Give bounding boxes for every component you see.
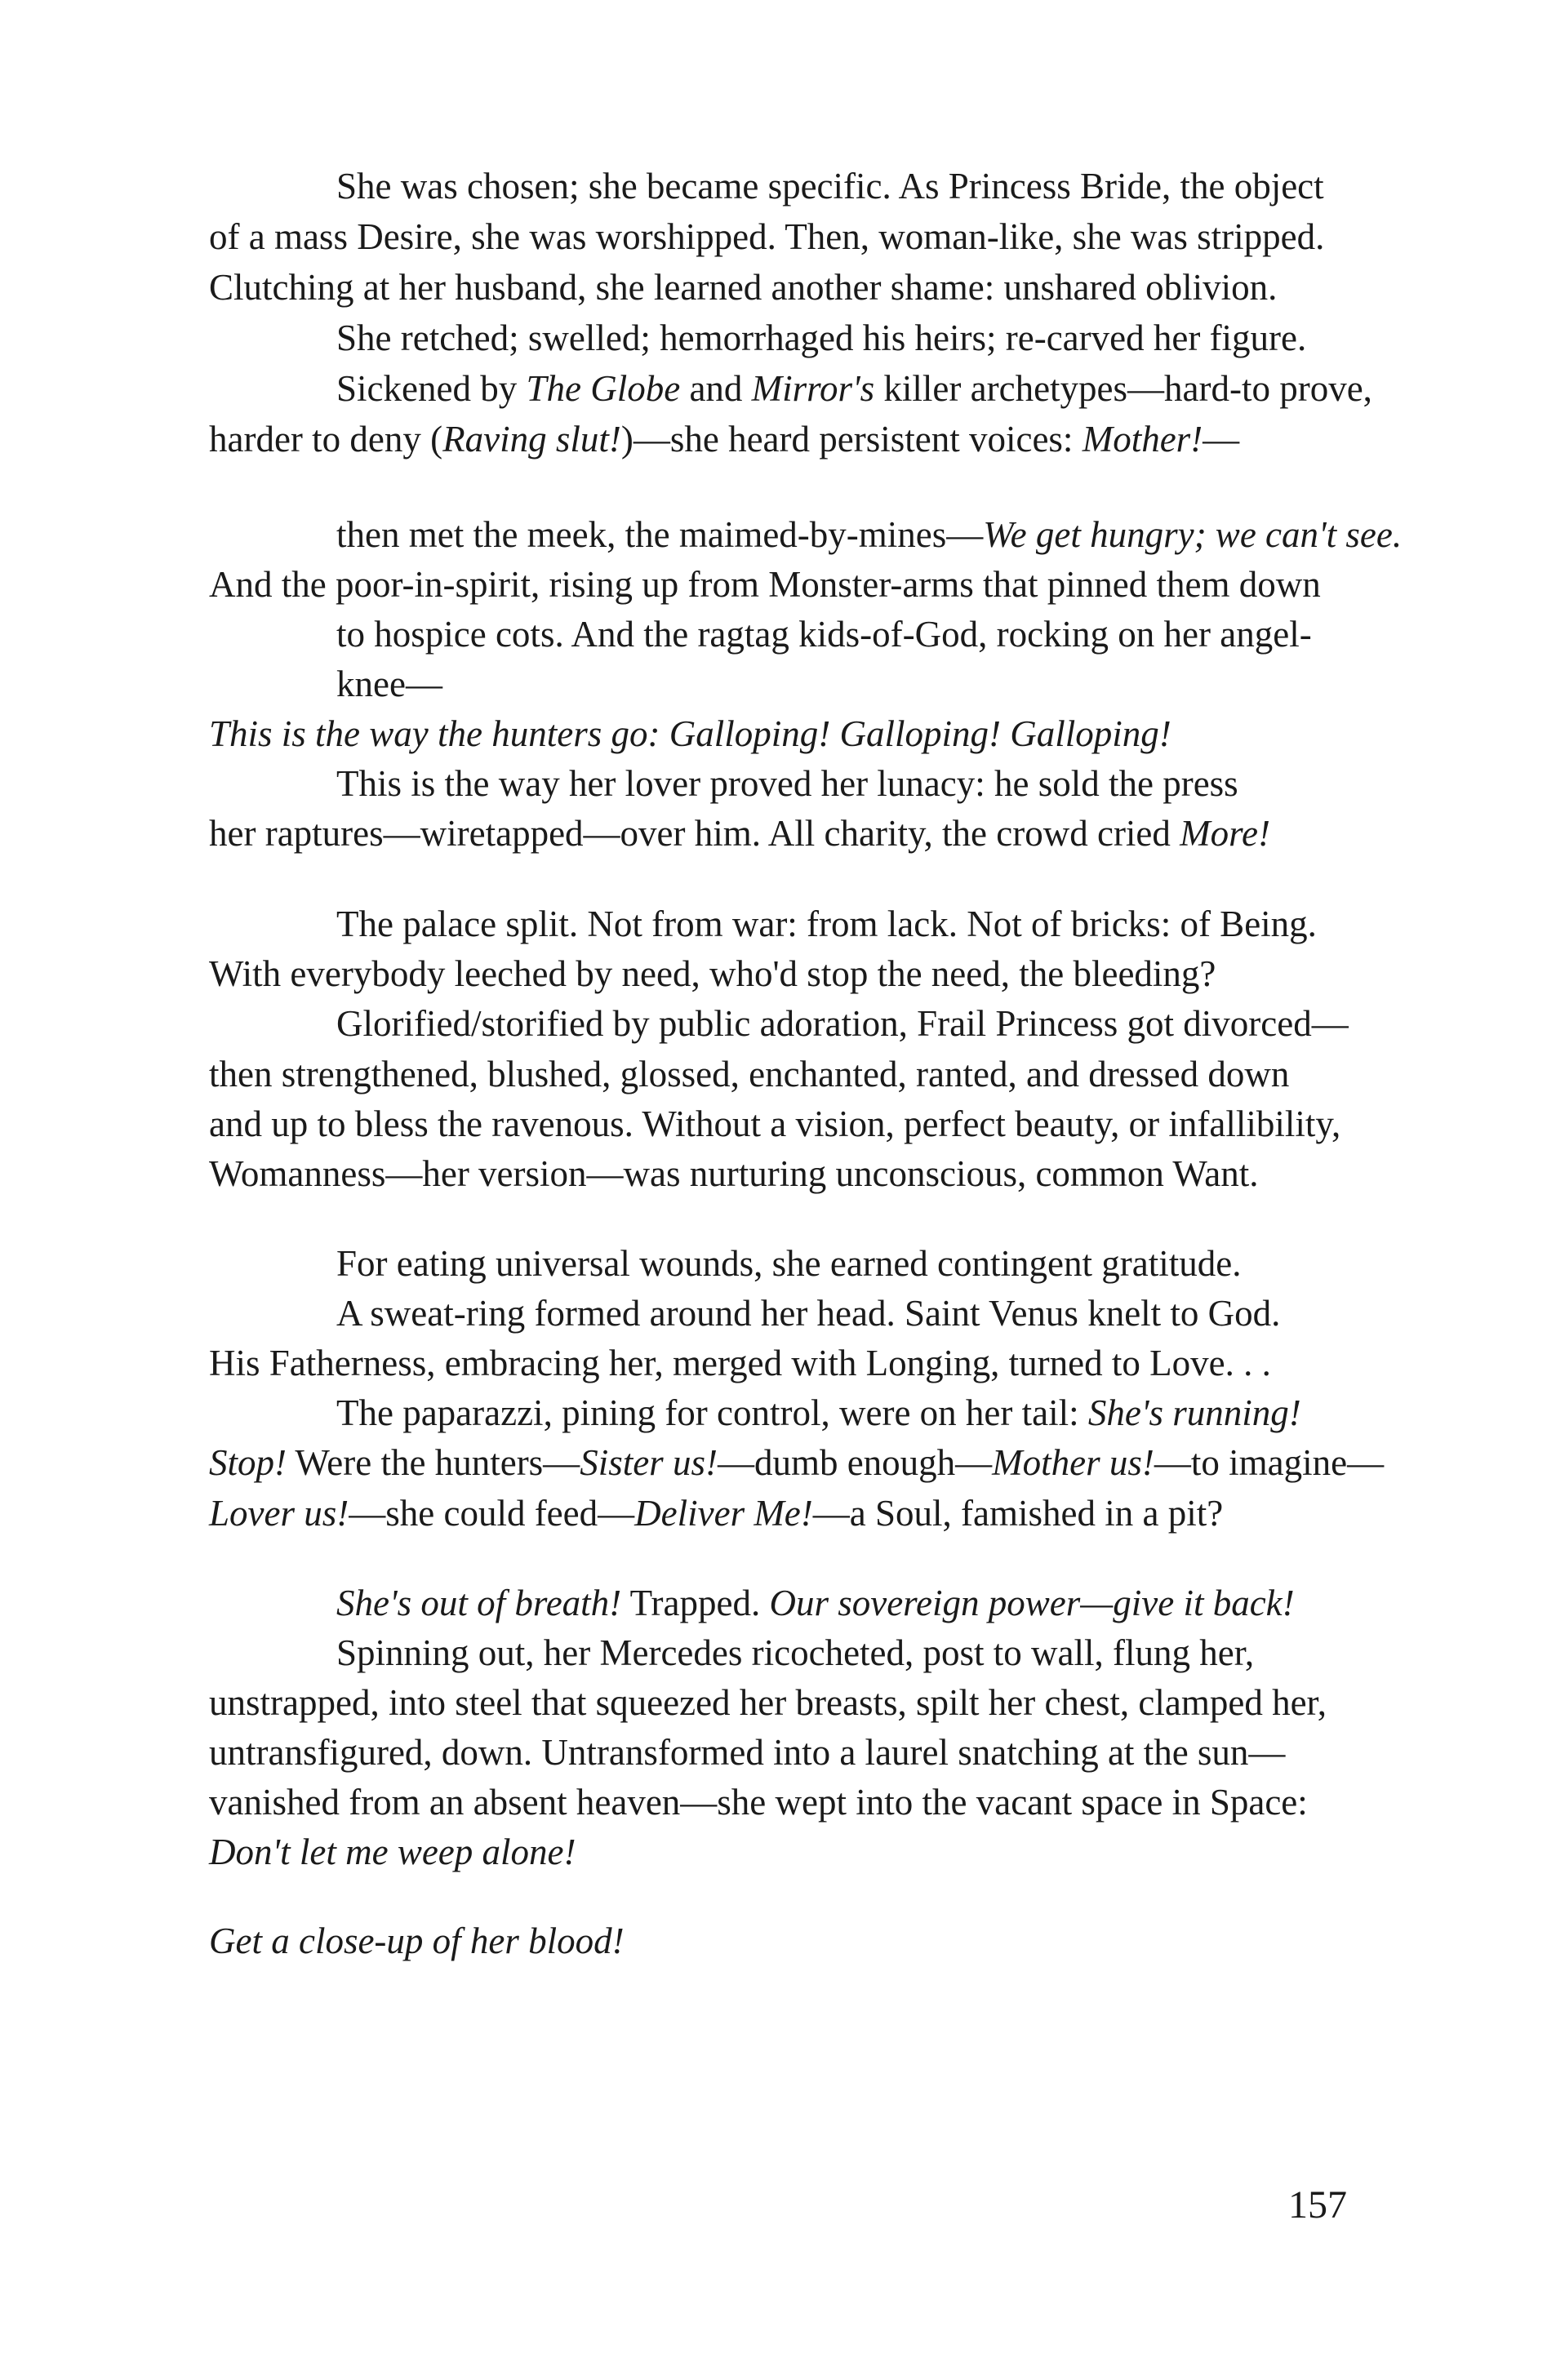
italic-run: Sister us!	[580, 1442, 718, 1483]
text-run: Glorified/storified by public adoration, Frail Princess got divorced—	[336, 1003, 1349, 1044]
italic-run: Stop!	[209, 1442, 287, 1483]
text-run: —to imagine—	[1154, 1442, 1385, 1483]
text-line	[336, 666, 442, 703]
italic-run: Our sovereign power—give it back!	[769, 1583, 1295, 1623]
text-run: Womanness—her version—was nurturing unconscious, common Want.	[209, 1153, 1259, 1194]
text-line	[209, 1784, 1308, 1821]
text-run: A sweat-ring formed around her head. Saint Venus knelt to God.	[336, 1293, 1281, 1334]
text-run: of a mass Desire, she was worshipped. Then, woman-like, she was stripped.	[209, 216, 1325, 257]
text-line	[209, 1103, 1341, 1144]
text-run: —she could feed—	[349, 1493, 635, 1534]
italic-run: Deliver Me!	[634, 1493, 813, 1534]
text-run: and up to bless the ravenous. Without a vision, perfect beauty, or infallibility,	[209, 1103, 1341, 1144]
text-line	[209, 1153, 1259, 1194]
text-run: His Fatherness, embracing her, merged with Longing, turned to Love. . .	[209, 1343, 1271, 1383]
text-line	[336, 763, 1238, 804]
text-run: then met the meek, the maimed-by-mines—	[336, 514, 984, 555]
text-run: harder to deny (	[209, 419, 443, 460]
italic-run: Raving slut!	[442, 419, 621, 460]
text-run: knee—	[336, 664, 442, 704]
text-line	[209, 1345, 1271, 1382]
text-line	[336, 168, 1324, 205]
text-run: Spinning out, her Mercedes ricocheted, post to wall, flung her,	[336, 1632, 1255, 1673]
italic-run: The Globe	[526, 368, 681, 409]
text-line	[209, 1920, 625, 1961]
text-run: Sickened by	[336, 368, 527, 409]
text-run: This is the way her lover proved her lunacy: he sold the press	[336, 763, 1238, 804]
text-line	[209, 216, 1325, 257]
italic-run: This is the way the hunters go: Galloping! Galloping! Galloping!	[209, 713, 1171, 754]
text-run: Trapped.	[621, 1583, 770, 1623]
text-run: And the poor-in-spirit, rising up from Monster-arms that pinned them down	[209, 564, 1321, 605]
text-line	[209, 1495, 1223, 1532]
text-line	[209, 953, 1216, 994]
text-run: —	[1203, 419, 1240, 460]
text-line	[336, 906, 1317, 943]
text-run: her raptures—wiretapped—over him. All charity, the crowd cried	[209, 813, 1180, 854]
text-run: The paparazzi, pining for control, were on her tail:	[336, 1392, 1088, 1433]
text-run: She retched; swelled; hemorrhaged his heirs; re-carved her figure.	[336, 317, 1307, 358]
text-line	[209, 1056, 1289, 1093]
text-run: Were the hunters—	[287, 1442, 580, 1483]
text-run: to hospice cots. And the ragtag kids-of-God, rocking on her angel-	[336, 614, 1312, 655]
italic-run: Mother us!	[992, 1442, 1154, 1483]
text-line	[336, 1003, 1349, 1044]
text-line	[209, 1442, 1385, 1483]
text-run: unstrapped, into steel that squeezed her breasts, spilt her chest, clamped her,	[209, 1682, 1327, 1723]
italic-run: Don't let me weep alone!	[209, 1832, 576, 1872]
text-run: For eating universal wounds, she earned contingent gratitude.	[336, 1243, 1242, 1284]
text-run: The palace split. Not from war: from lack. Not of bricks: of Being.	[336, 904, 1317, 944]
text-line	[336, 1295, 1280, 1332]
text-line	[336, 1585, 1295, 1622]
italic-run: We get hungry; we can't see.	[983, 514, 1403, 555]
italic-run: Mother!	[1082, 419, 1203, 460]
text-line	[336, 1243, 1242, 1284]
text-run: then strengthened, blushed, glossed, enchanted, ranted, and dressed down	[209, 1054, 1290, 1095]
text-line	[336, 514, 1403, 555]
text-line	[336, 1632, 1255, 1673]
italic-run: Get a close-up of her blood!	[209, 1920, 625, 1961]
italic-run: Mirror's	[751, 368, 875, 409]
text-line	[209, 713, 1171, 754]
text-run: Clutching at her husband, she learned another shame: unshared oblivion.	[209, 267, 1278, 308]
text-line	[209, 1682, 1327, 1723]
page-number: 157	[1288, 2183, 1347, 2227]
text-run: untransfigured, down. Untransformed into a laurel snatching at the sun—	[209, 1732, 1286, 1773]
italic-run: More!	[1180, 813, 1270, 854]
text-run: and	[680, 368, 752, 409]
text-line	[209, 1734, 1285, 1771]
text-line	[209, 815, 1270, 852]
text-run: She was chosen; she became specific. As Princess Bride, the object	[336, 166, 1324, 206]
text-run: killer archetypes—hard-to prove,	[874, 368, 1372, 409]
text-line	[209, 566, 1321, 603]
text-line	[336, 368, 1372, 409]
text-line	[209, 269, 1277, 306]
italic-run: She's out of breath!	[336, 1583, 622, 1623]
italic-run: She's running!	[1087, 1392, 1301, 1433]
text-line	[336, 616, 1312, 653]
text-run: —dumb enough—	[717, 1442, 993, 1483]
text-line	[209, 1834, 576, 1871]
text-run: With everybody leeched by need, who'd stop the need, the bleeding?	[209, 953, 1216, 994]
text-line	[336, 317, 1307, 358]
text-run: —a Soul, famished in a pit?	[812, 1493, 1224, 1534]
text-run: vanished from an absent heaven—she wept into the vacant space in Space:	[209, 1782, 1308, 1823]
text-run: )—she heard persistent voices:	[620, 419, 1083, 460]
text-line	[336, 1392, 1301, 1433]
italic-run: Lover us!	[209, 1493, 349, 1534]
text-line	[209, 421, 1239, 458]
